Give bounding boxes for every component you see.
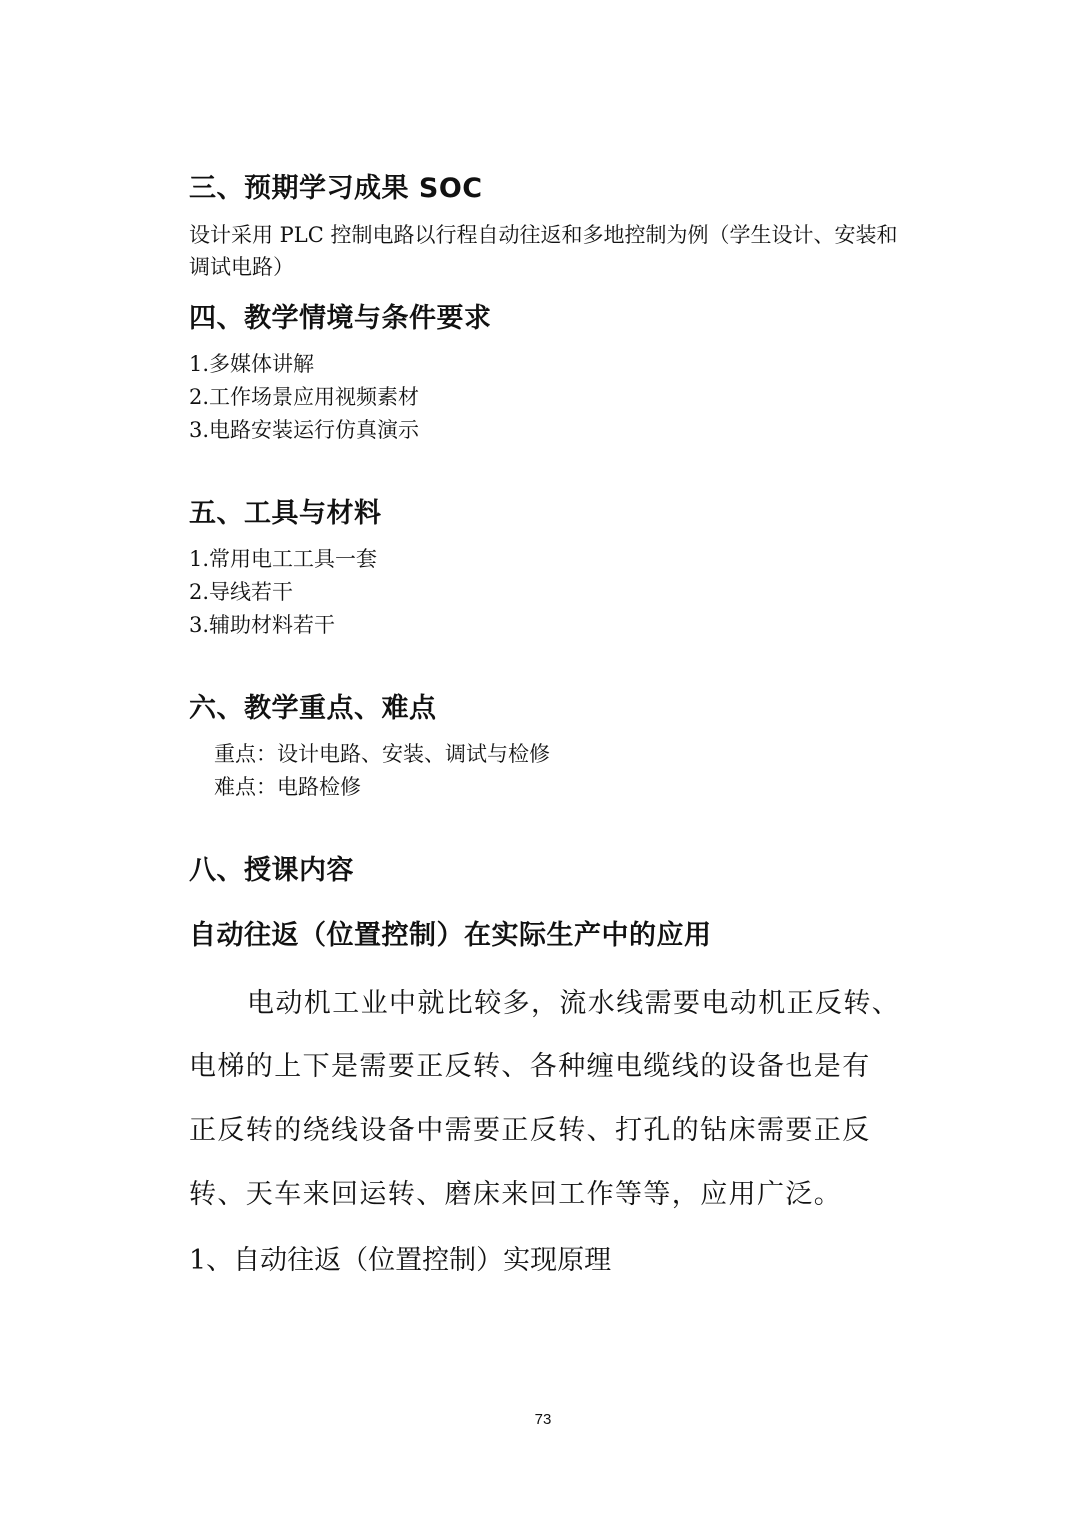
section-3-text-line-2: 调试电路） (189, 255, 294, 279)
key-points: 重点：设计电路、安装、调试与检修 (214, 742, 550, 766)
section-8-heading: 八、授课内容 (189, 855, 354, 886)
section-4-item-2: 2.工作场景应用视频素材 (189, 385, 420, 409)
page-number: 73 (534, 1411, 552, 1428)
section-6-heading: 六、教学重点、难点 (189, 693, 437, 724)
body-paragraph-line-2: 电梯的上下是需要正反转、各种缠电缆线的设备也是有 (189, 1051, 871, 1082)
body-paragraph-line-3: 正反转的绕线设备中需要正反转、打孔的钻床需要正反 (189, 1115, 871, 1146)
section-4-item-1: 1.多媒体讲解 (189, 352, 315, 376)
section-5-item-3: 3.辅助材料若干 (189, 613, 336, 637)
section-3-text-line-1: 设计采用 PLC 控制电路以行程自动往返和多地控制为例（学生设计、安装和 (189, 223, 898, 247)
section-3-heading: 三、预期学习成果 SOC (189, 173, 483, 204)
section-5-item-2: 2.导线若干 (189, 580, 294, 604)
section-5-heading: 五、工具与材料 (189, 498, 382, 529)
section-8-subheading: 自动往返（位置控制）在实际生产中的应用 (189, 920, 712, 951)
body-paragraph-line-1: 电动机工业中就比较多，流水线需要电动机正反转、 (247, 988, 901, 1019)
difficult-points: 难点：电路检修 (214, 775, 361, 799)
numbered-item-1: 1、自动往返（位置控制）实现原理 (189, 1245, 612, 1276)
section-4-item-3: 3.电路安装运行仿真演示 (189, 418, 420, 442)
section-5-item-1: 1.常用电工工具一套 (189, 547, 378, 571)
section-4-heading: 四、教学情境与条件要求 (189, 303, 492, 334)
body-paragraph-line-4: 转、天车来回运转、磨床来回工作等等，应用广泛。 (189, 1179, 843, 1210)
